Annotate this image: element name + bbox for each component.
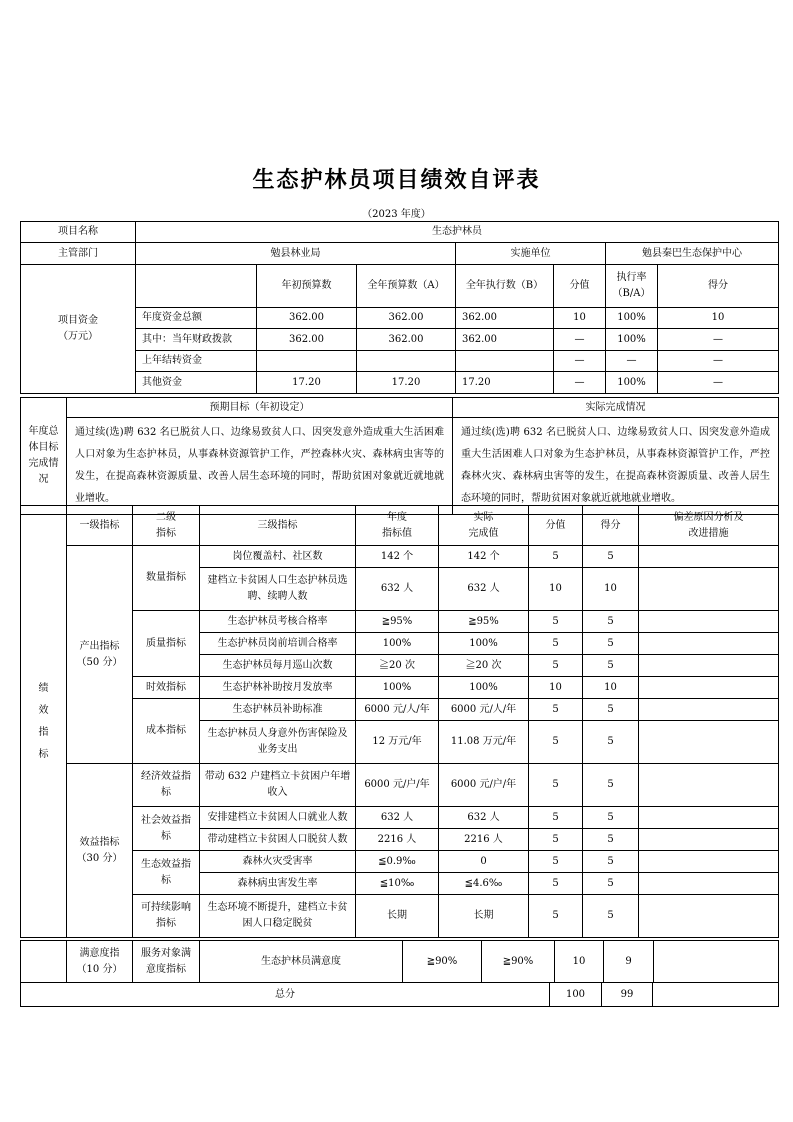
fund-score: —	[658, 329, 779, 351]
fund-rate: 100%	[606, 308, 658, 329]
indicator-name-line2: 业务支出	[257, 744, 298, 755]
indicator-value: 10	[529, 677, 583, 699]
indicator-value: 5	[529, 764, 583, 807]
indicator-target: 100%	[356, 633, 439, 655]
indicator-reason	[639, 721, 779, 764]
satisfaction-table	[20, 940, 779, 983]
col-score: 得分	[658, 265, 779, 308]
col-initial: 年初预算数	[257, 265, 357, 308]
funds-label	[21, 265, 136, 394]
indicator-actual: 0	[439, 851, 529, 873]
indicator-name	[200, 764, 356, 807]
col-level3: 三级指标	[200, 506, 356, 546]
fund-row-label: 年度资金总额	[136, 308, 257, 329]
indicator-target: 6000 元/人/年	[356, 699, 439, 721]
indicator-score: 5	[583, 721, 639, 764]
cost-label: 成本指标	[133, 699, 200, 764]
indicator-name-line1: 带动 632 户建档立卡贫困户年增	[204, 771, 351, 782]
satisfaction-sub-line2: 意度指标	[146, 963, 186, 975]
indicator-value: 10	[529, 568, 583, 611]
indicator-actual: 6000 元/户/年	[439, 764, 529, 807]
year-label: （2023 年度）	[362, 209, 431, 220]
indicator-target: 100%	[356, 677, 439, 699]
satisfaction-label-line1: 满意度指	[79, 947, 120, 959]
indicator-actual: 2216 人	[439, 829, 529, 851]
goals-label-line1: 年度总	[28, 426, 59, 437]
indicator-score: 5	[583, 633, 639, 655]
indicator-value: 5	[529, 873, 583, 895]
indicator-name-line2: 收入	[267, 787, 288, 798]
indicator-name	[200, 568, 356, 611]
fund-rate: 100%	[606, 329, 658, 351]
fund-exec: 17.20	[456, 372, 554, 394]
indicator-reason	[639, 895, 779, 938]
indicator-actual: 632 人	[439, 807, 529, 829]
indicator-value: 5	[529, 721, 583, 764]
satisfaction-blank	[21, 941, 67, 983]
side-char: 绩	[38, 682, 49, 694]
goals-label	[21, 398, 67, 515]
col-actual-line1: 实际	[473, 511, 494, 523]
performance-side-label	[21, 506, 67, 938]
indicator-target: 6000 元/户/年	[356, 764, 439, 807]
sustain-label-line1: 可持续影响	[141, 902, 191, 913]
col-value: 分值	[529, 506, 583, 546]
economic-label-line1: 经济效益指	[141, 771, 191, 782]
indicator-reason	[639, 633, 779, 655]
satisfaction-reason	[654, 941, 779, 983]
funds-label-line2: （万元）	[58, 331, 98, 342]
indicator-score: 5	[583, 764, 639, 807]
page-title: 生态护林员项目绩效自评表	[252, 167, 541, 193]
dept-label: 主管部门	[21, 243, 136, 265]
fund-row-label: 上年结转资金	[136, 351, 257, 372]
project-name: 生态护林员	[136, 222, 779, 243]
fund-value: —	[554, 372, 606, 394]
col-actual-line2: 完成值	[468, 527, 499, 539]
indicator-score: 5	[583, 851, 639, 873]
indicator-name: 生态护林员补助标准	[200, 699, 356, 721]
col-actual	[439, 506, 529, 546]
total-table	[20, 982, 779, 1007]
indicator-value: 5	[529, 633, 583, 655]
indicator-name: 生态护林员岗前培训合格率	[200, 633, 356, 655]
social-label-line1: 社会效益指	[141, 814, 191, 826]
goals-label-line2: 体目标	[28, 442, 59, 453]
total-label: 总分	[21, 983, 550, 1007]
indicator-score: 10	[583, 568, 639, 611]
indicator-value: 5	[529, 655, 583, 677]
fund-initial	[257, 351, 357, 372]
indicator-reason	[639, 807, 779, 829]
indicator-score: 5	[583, 611, 639, 633]
social-label	[133, 807, 200, 851]
fund-value: 10	[554, 308, 606, 329]
indicator-name	[200, 721, 356, 764]
fund-annual	[357, 351, 456, 372]
fund-value: —	[554, 329, 606, 351]
satisfaction-label	[67, 941, 133, 983]
economic-label	[133, 764, 200, 807]
indicator-target: 2216 人	[356, 829, 439, 851]
indicator-name: 生态护林员考核合格率	[200, 611, 356, 633]
sustain-label-line2: 指标	[156, 918, 176, 929]
fund-score: —	[658, 351, 779, 372]
indicator-reason	[639, 829, 779, 851]
indicator-target: 632 人	[356, 568, 439, 611]
indicator-name-line1: 建档立卡贫困人口生态护林员选	[207, 575, 348, 586]
satisfaction-target: ≧90%	[403, 941, 482, 983]
timeliness-label: 时效指标	[133, 677, 200, 699]
indicator-value: 5	[529, 699, 583, 721]
indicator-score: 5	[583, 546, 639, 568]
indicator-name-line1: 生态环境不断提升，建档立卡贫	[207, 902, 348, 913]
satisfaction-label-line2: （10 分）	[76, 963, 123, 975]
indicator-value: 5	[529, 546, 583, 568]
quantity-label: 数量指标	[133, 546, 200, 611]
col-annual: 全年预算数（A）	[357, 265, 456, 308]
benefit-points: （30 分）	[76, 852, 123, 864]
benefit-indicator-label	[67, 764, 133, 938]
fund-initial: 362.00	[257, 308, 357, 329]
satisfaction-score: 9	[604, 941, 654, 983]
col-level1: 一级指标	[67, 506, 133, 546]
indicator-target: ≧20 次	[356, 655, 439, 677]
indicator-actual: ≧95%	[439, 611, 529, 633]
col-rate	[606, 265, 658, 308]
indicator-target: ≦10‰	[356, 873, 439, 895]
indicators-table	[20, 505, 779, 938]
col-reason-line2: 改进措施	[688, 527, 729, 539]
fund-rate: —	[606, 351, 658, 372]
indicator-target: ≦0.9‰	[356, 851, 439, 873]
eco-label-line2: 标	[161, 874, 171, 886]
impl-value: 勉县秦巴生态保护中心	[606, 243, 779, 265]
actual-goal-text: 通过续(选)聘 632 名已脱贫人口、边缘易致贫人口、因突发意外造成重大生活困难人口对象为生态护林员，从事森林资源管护工作，严控森林火灾、森林病虫害等的发生，在提高森林资源质量、改善人居生态环境的同时，帮助贫困对象就近就地就业增收。	[453, 418, 779, 515]
col-target-line1: 年度	[387, 511, 407, 523]
satisfaction-sub-label	[133, 941, 200, 983]
eco-label	[133, 851, 200, 895]
indicator-reason	[639, 611, 779, 633]
fund-annual: 17.20	[357, 372, 456, 394]
indicator-target: ≧95%	[356, 611, 439, 633]
fund-exec: 362.00	[456, 308, 554, 329]
indicator-name: 生态护林补助按月发放率	[200, 677, 356, 699]
indicator-name: 岗位覆盖村、社区数	[200, 546, 356, 568]
indicator-actual: 632 人	[439, 568, 529, 611]
funds-label-line1: 项目资金	[58, 315, 98, 326]
indicator-actual: 142 个	[439, 546, 529, 568]
indicator-score: 5	[583, 655, 639, 677]
indicator-reason	[639, 568, 779, 611]
total-score: 99	[602, 983, 653, 1007]
col-level2-line1: 二级	[156, 511, 176, 523]
indicator-target: 12 万元/年	[356, 721, 439, 764]
total-reason	[653, 983, 779, 1007]
indicator-actual: 6000 元/人/年	[439, 699, 529, 721]
col-score: 得分	[583, 506, 639, 546]
indicator-name: 安排建档立卡贫困人口就业人数	[200, 807, 356, 829]
indicator-score: 5	[583, 699, 639, 721]
satisfaction-sub-line1: 服务对象满	[141, 947, 191, 959]
col-exec: 全年执行数（B）	[456, 265, 554, 308]
indicator-name	[200, 895, 356, 938]
indicator-name-line2: 困人口稳定脱贫	[242, 918, 313, 929]
col-target-line2: 指标值	[382, 527, 412, 539]
indicator-reason	[639, 851, 779, 873]
economic-label-line2: 标	[161, 787, 171, 798]
col-level2-line2: 指标	[156, 527, 176, 539]
total-value: 100	[550, 983, 602, 1007]
indicator-reason	[639, 699, 779, 721]
fund-score: 10	[658, 308, 779, 329]
fund-exec: 362.00	[456, 329, 554, 351]
output-label: 产出指标	[79, 640, 120, 652]
side-char: 效	[38, 704, 49, 716]
col-level2	[133, 506, 200, 546]
indicator-actual: 100%	[439, 677, 529, 699]
fund-score: —	[658, 372, 779, 394]
indicator-reason	[639, 546, 779, 568]
indicator-name: 森林火灾受害率	[200, 851, 356, 873]
funds-table	[20, 221, 779, 394]
fund-exec	[456, 351, 554, 372]
indicator-score: 5	[583, 807, 639, 829]
indicator-value: 5	[529, 829, 583, 851]
col-rate-line2: （B/A）	[612, 288, 651, 299]
col-rate-line1: 执行率	[616, 272, 647, 283]
dept-value: 勉县林业局	[136, 243, 456, 265]
satisfaction-name: 生态护林员满意度	[200, 941, 403, 983]
goals-table	[20, 397, 779, 515]
fund-row-label: 其中：当年财政拨款	[136, 329, 257, 351]
expected-goal-label: 预期目标（年初设定）	[67, 398, 453, 418]
col-score-value: 分值	[554, 265, 606, 308]
indicator-value: 5	[529, 611, 583, 633]
indicator-score: 5	[583, 895, 639, 938]
fund-initial: 17.20	[257, 372, 357, 394]
indicator-value: 5	[529, 807, 583, 829]
expected-goal-text: 通过续(选)聘 632 名已脱贫人口、边缘易致贫人口、因突发意外造成重大生活困难人口对象为生态护林员，从事森林资源管护工作，严控森林火灾、森林病虫害等的发生，在提高森林资源质量、改善人居生态环境的同时，帮助贫困对象就近就地就业增收。	[67, 418, 453, 515]
indicator-value: 5	[529, 851, 583, 873]
col-reason-line1: 偏差原因分析及	[673, 511, 744, 523]
indicator-actual: 100%	[439, 633, 529, 655]
actual-goal-label: 实际完成情况	[453, 398, 779, 418]
sustain-label	[133, 895, 200, 938]
col-reason	[639, 506, 779, 546]
indicator-reason	[639, 677, 779, 699]
impl-label: 实施单位	[456, 243, 606, 265]
satisfaction-value: 10	[555, 941, 604, 983]
indicator-score: 5	[583, 873, 639, 895]
indicator-value: 5	[529, 895, 583, 938]
indicator-target: 142 个	[356, 546, 439, 568]
indicator-score: 10	[583, 677, 639, 699]
indicator-score: 5	[583, 829, 639, 851]
eco-label-line1: 生态效益指	[141, 858, 191, 870]
indicator-name: 生态护林员每月巡山次数	[200, 655, 356, 677]
indicator-actual: 长期	[439, 895, 529, 938]
output-indicator-label	[67, 546, 133, 764]
quality-label: 质量指标	[133, 611, 200, 677]
output-points: （50 分）	[76, 656, 123, 668]
indicator-target: 长期	[356, 895, 439, 938]
fund-rate: 100%	[606, 372, 658, 394]
indicator-target: 632 人	[356, 807, 439, 829]
side-char: 标	[38, 748, 49, 760]
indicator-name: 森林病虫害发生率	[200, 873, 356, 895]
indicator-reason	[639, 655, 779, 677]
indicator-actual: ≧20 次	[439, 655, 529, 677]
fund-initial: 362.00	[257, 329, 357, 351]
fund-annual: 362.00	[357, 329, 456, 351]
indicator-reason	[639, 873, 779, 895]
indicator-name-line2: 聘、续聘人数	[247, 591, 308, 602]
indicator-name: 带动建档立卡贫困人口脱贫人数	[200, 829, 356, 851]
satisfaction-actual: ≧90%	[482, 941, 555, 983]
fund-row-label: 其他资金	[136, 372, 257, 394]
project-name-label: 项目名称	[21, 222, 136, 243]
social-label-line2: 标	[161, 830, 171, 842]
fund-value: —	[554, 351, 606, 372]
goals-label-line4: 况	[38, 474, 49, 485]
funds-blank-header	[136, 265, 257, 308]
indicator-name-line1: 生态护林员人身意外伤害保险及	[207, 728, 348, 739]
benefit-label: 效益指标	[79, 836, 120, 848]
goals-label-line3: 完成情	[28, 458, 59, 469]
col-target	[356, 506, 439, 546]
side-char: 指	[38, 726, 49, 738]
indicator-reason	[639, 764, 779, 807]
indicator-actual: ≦4.6‰	[439, 873, 529, 895]
indicator-actual: 11.08 万元/年	[439, 721, 529, 764]
fund-annual: 362.00	[357, 308, 456, 329]
